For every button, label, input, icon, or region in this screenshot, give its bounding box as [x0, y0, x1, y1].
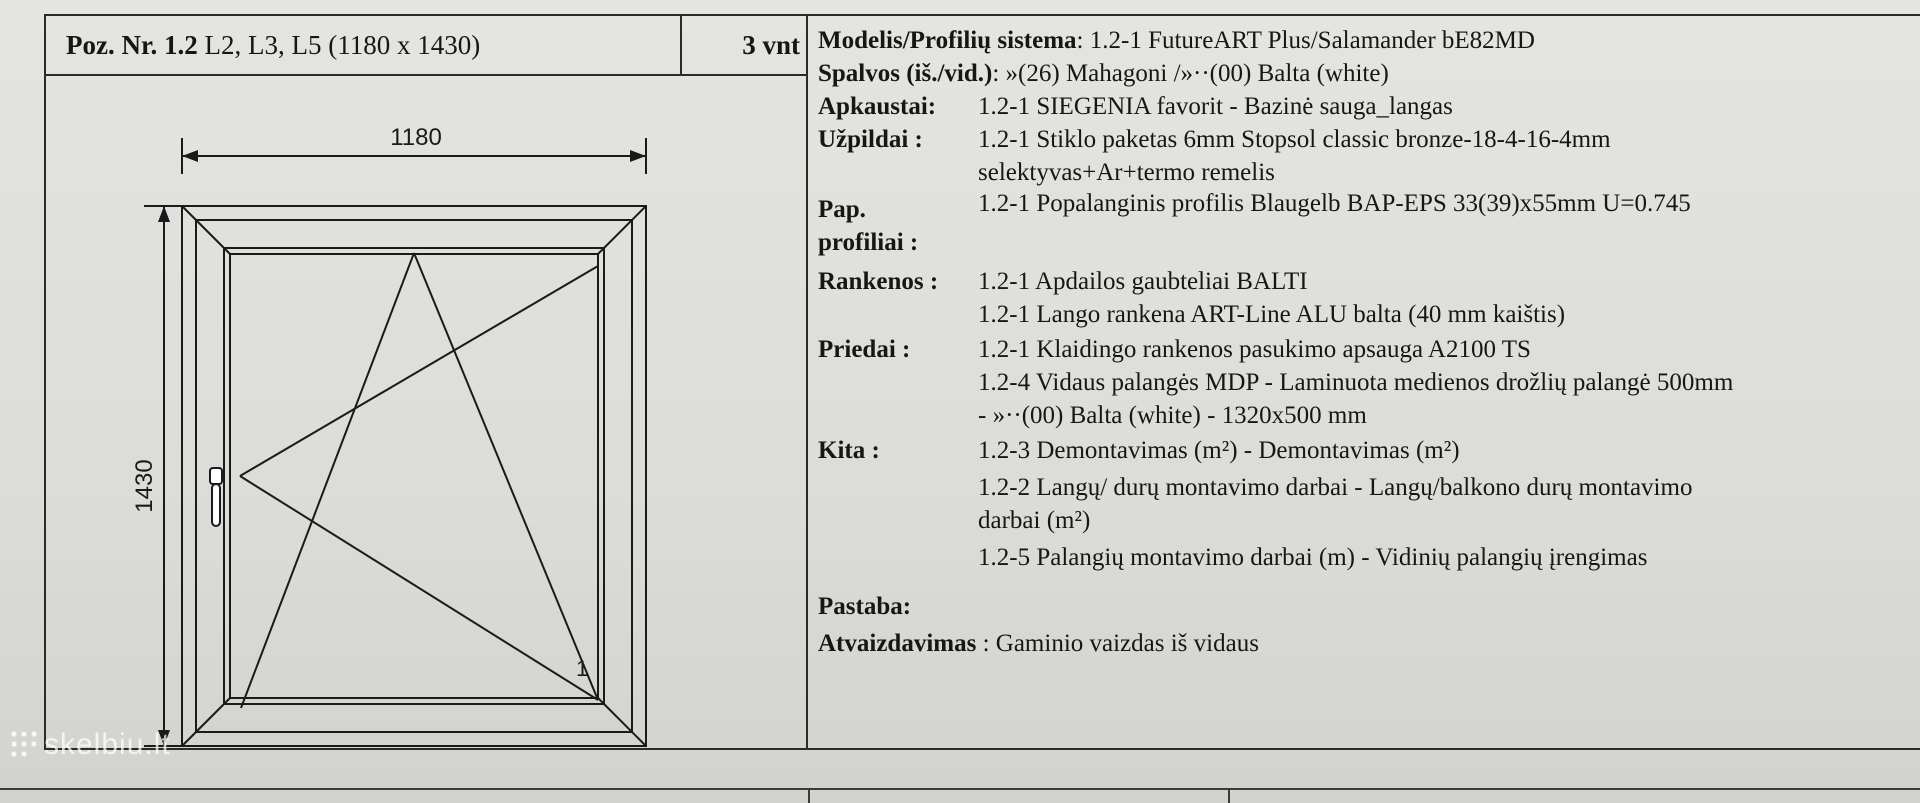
note-line [818, 590, 1918, 623]
view-label: Atvaizdavimas [818, 630, 977, 657]
other-value-4: 1.2-5 Palangių montavimo darbai (m) - Vidinių palangių įrengimas [978, 544, 1648, 571]
other-value-1: 1.2-3 Demontavimas (m²) - Demontavimas (m²) [978, 437, 1460, 464]
handles-line [818, 265, 1918, 298]
color-line [818, 57, 1918, 90]
handles-label: Rankenos : [818, 268, 939, 295]
height-label: 1430 [131, 459, 158, 513]
accessories-line [818, 333, 1918, 366]
position-number: Poz. Nr. 1.2 [66, 30, 198, 60]
specification-text [818, 24, 1918, 660]
other-label: Kita : [818, 437, 880, 464]
watermark [10, 728, 171, 762]
color-value: : »(26) Mahagoni /»··(00) Balta (white) [992, 60, 1389, 87]
color-label: Spalvos (iš./vid.) [818, 60, 993, 87]
model-label: Modelis/Profilių sistema [818, 27, 1077, 54]
profiles-label-2: profiliai : [818, 229, 919, 256]
handles-line-2 [818, 298, 1918, 331]
accessories-value-3: - »··(00) Balta (white) - 1320x500 mm [978, 402, 1367, 429]
bottom-table-tick [808, 788, 810, 803]
profiles-label-1: Pap. [818, 196, 866, 223]
accessories-line-2 [818, 366, 1918, 399]
quantity: 3 vnt [742, 30, 800, 60]
other-line-4 [818, 541, 1918, 574]
other-line-3 [818, 504, 1918, 537]
window-spec-table [44, 14, 1920, 750]
width-label: 1180 [390, 124, 442, 151]
sash-number: 1 [576, 656, 589, 681]
fill-value-1: 1.2-1 Stiklo paketas 6mm Stopsol classic bronze-18-4-16-4mm [978, 126, 1611, 153]
position-title [66, 30, 480, 61]
opening-lines [240, 253, 598, 708]
hardware-line [818, 90, 1918, 123]
position-details: L2, L3, L5 (1180 x 1430) [197, 30, 481, 60]
accessories-line-3 [818, 399, 1918, 432]
handles-value-1: 1.2-1 Apdailos gaubteliai BALTI [978, 268, 1308, 295]
handles-value-2: 1.2-1 Lango rankena ART-Line ALU balta (40 mm kaištis) [978, 301, 1566, 328]
model-value: : 1.2-1 FutureART Plus/Salamander bE82MD [1076, 27, 1535, 54]
view-line [818, 627, 1918, 660]
view-value: : Gaminio vaizdas iš vidaus [976, 630, 1259, 657]
fill-line [818, 123, 1918, 156]
profiles-line-2 [818, 226, 1918, 259]
hardware-label: Apkaustai: [818, 93, 937, 120]
bottom-table-tick [1228, 788, 1230, 803]
quantity-cell [680, 16, 806, 74]
model-line [818, 24, 1918, 57]
other-value-2: 1.2-2 Langų/ durų montavimo darbai - Langų/balkono durų montavimo [978, 474, 1693, 501]
other-value-3: darbai (m²) [978, 507, 1091, 534]
window-drawing [46, 76, 806, 748]
hardware-value: 1.2-1 SIEGENIA favorit - Bazinė sauga_langas [978, 93, 1453, 120]
other-line [818, 434, 1918, 467]
accessories-value-2: 1.2-4 Vidaus palangės MDP - Laminuota medienos drožlių palangė 500mm [978, 369, 1734, 396]
bottom-table-border [0, 788, 1920, 790]
profiles-value: 1.2-1 Popalanginis profilis Blaugelb BAP-EPS 33(39)x55mm U=0.745 [978, 190, 1691, 217]
accessories-label: Priedai : [818, 336, 911, 363]
position-header [46, 16, 806, 76]
fill-value-2: selektyvas+Ar+termo remelis [978, 159, 1275, 186]
drawing-column [46, 16, 808, 748]
fill-label: Užpildai : [818, 126, 923, 153]
watermark-logo-icon [10, 730, 38, 758]
watermark-text: skelbiu.lt [44, 728, 171, 761]
fill-line-2 [818, 156, 1918, 189]
accessories-value-1: 1.2-1 Klaidingo rankenos pasukimo apsauga A2100 TS [978, 336, 1531, 363]
window-handle-icon [210, 468, 222, 526]
note-label: Pastaba: [818, 593, 912, 620]
other-line-2 [818, 471, 1918, 504]
profiles-line [818, 190, 1918, 226]
